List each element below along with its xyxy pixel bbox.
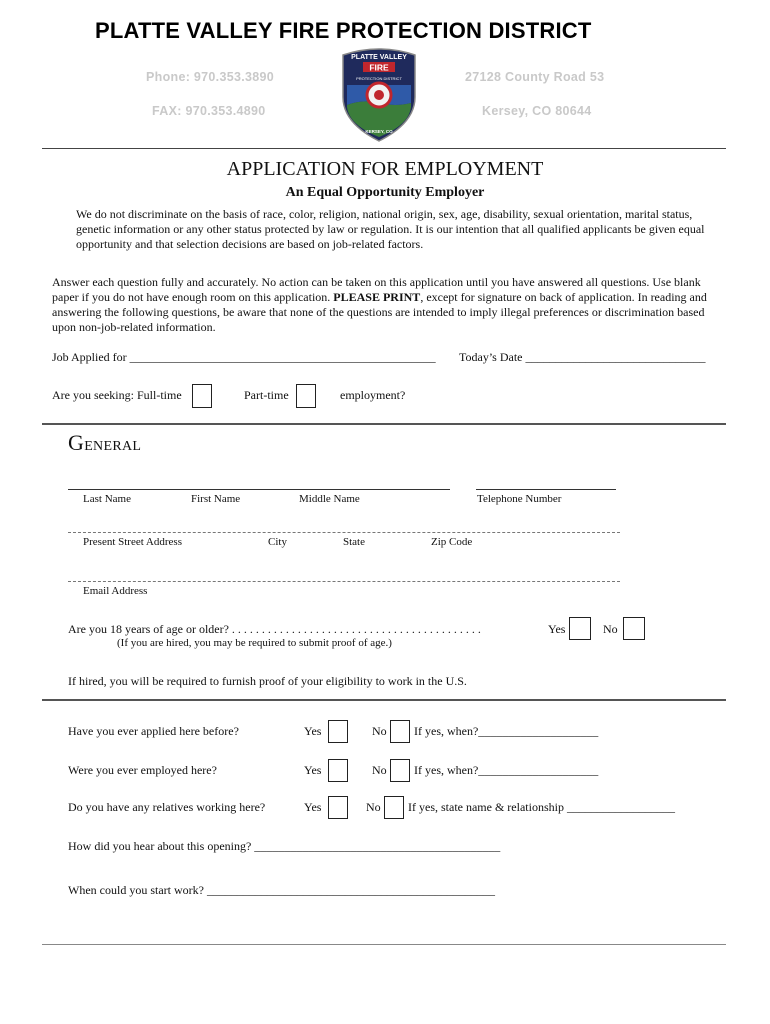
telephone-input-line[interactable] bbox=[476, 489, 616, 490]
applied-before-yes-label: Yes bbox=[304, 724, 322, 738]
age-note: (If you are hired, you may be required to submit proof of age.) bbox=[117, 637, 392, 649]
header-divider bbox=[42, 148, 726, 149]
hear-about-field[interactable]: How did you hear about this opening? _________________________________________ bbox=[68, 839, 501, 853]
employment-label: employment? bbox=[340, 388, 406, 402]
employed-before-question: Were you ever employed here? bbox=[68, 763, 217, 777]
address-input-line[interactable] bbox=[68, 532, 620, 533]
applied-before-question: Have you ever applied here before? bbox=[68, 724, 239, 738]
applied-before-yes-checkbox[interactable] bbox=[328, 720, 348, 743]
applied-before-when-field[interactable]: If yes, when?____________________ bbox=[414, 724, 599, 738]
applied-before-no-label: No bbox=[372, 724, 387, 738]
age-yes-label: Yes bbox=[548, 622, 566, 636]
section-divider-general bbox=[42, 423, 726, 425]
eligibility-note: If hired, you will be required to furnish proof of your eligibility to work in the U.S. bbox=[68, 674, 467, 688]
instructions: Answer each question fully and accurately. No action can be taken on this application until you have answered all questions. Use blank paper if you do not have enough room on this application. PLEASE PRINT, except for signature on back of application. In reading and answering the following questions, be aware that none of the questions are intended to imply illegal preferences or discrimination based upon non-job-related information. bbox=[52, 275, 707, 334]
general-heading: GENERAL bbox=[68, 430, 142, 455]
relatives-yes-checkbox[interactable] bbox=[328, 796, 348, 819]
age-yes-checkbox[interactable] bbox=[569, 617, 591, 640]
organization-name: PLATTE VALLEY FIRE PROTECTION DISTRICT bbox=[95, 18, 592, 43]
first-name-label: First Name bbox=[191, 493, 241, 505]
employed-before-yes-checkbox[interactable] bbox=[328, 759, 348, 782]
age-no-checkbox[interactable] bbox=[623, 617, 645, 640]
todays-date-field[interactable]: Today’s Date ______________________________ bbox=[459, 350, 706, 364]
employed-before-yes-label: Yes bbox=[304, 763, 322, 777]
email-input-line[interactable] bbox=[68, 581, 620, 582]
applied-before-no-checkbox[interactable] bbox=[390, 720, 410, 743]
address-street: 27128 County Road 53 bbox=[465, 70, 605, 84]
start-work-field[interactable]: When could you start work? ________________________________________________ bbox=[68, 883, 495, 897]
telephone-label: Telephone Number bbox=[477, 493, 562, 505]
zip-label: Zip Code bbox=[431, 536, 473, 548]
middle-name-label: Middle Name bbox=[299, 493, 360, 505]
relatives-yes-label: Yes bbox=[304, 800, 322, 814]
phone-number: Phone: 970.353.3890 bbox=[146, 70, 274, 84]
relatives-no-checkbox[interactable] bbox=[384, 796, 404, 819]
fire-district-logo bbox=[337, 45, 421, 143]
email-label: Email Address bbox=[83, 585, 148, 597]
fax-number: FAX: 970.353.4890 bbox=[152, 104, 266, 118]
logo-bottom-text: KERSEY, CO bbox=[365, 129, 393, 134]
employed-before-no-label: No bbox=[372, 763, 387, 777]
city-label: City bbox=[268, 536, 287, 548]
address-city: Kersey, CO 80644 bbox=[482, 104, 592, 118]
page-title: APPLICATION FOR EMPLOYMENT bbox=[226, 158, 544, 180]
logo-arc-text: PLATTE VALLEY bbox=[351, 54, 407, 61]
eoe-statement: We do not discriminate on the basis of race, color, religion, national origin, sex, age, disability, sexual orientation, marital status, genetic information or any other status protected by law or regulation. It is our intention that all qualified applicants be given equal opportunity and that selection decisions are based on job-related factors. bbox=[76, 207, 705, 251]
section-divider-questions bbox=[42, 699, 726, 701]
relatives-question: Do you have any relatives working here? bbox=[68, 800, 266, 814]
seeking-label: Are you seeking: Full-time bbox=[52, 388, 182, 402]
employed-before-when-field[interactable]: If yes, when?____________________ bbox=[414, 763, 599, 777]
logo-sub-text: PROTECTION DISTRICT bbox=[356, 76, 402, 81]
name-input-line[interactable] bbox=[68, 489, 450, 490]
footer-divider bbox=[42, 944, 726, 945]
relatives-no-label: No bbox=[366, 800, 381, 814]
state-label: State bbox=[343, 536, 365, 548]
street-label: Present Street Address bbox=[83, 536, 182, 548]
fulltime-checkbox[interactable] bbox=[192, 384, 212, 408]
parttime-label: Part-time bbox=[244, 388, 289, 402]
parttime-checkbox[interactable] bbox=[296, 384, 316, 408]
page-subtitle: An Equal Opportunity Employer bbox=[285, 185, 485, 200]
last-name-label: Last Name bbox=[83, 493, 131, 505]
age-no-label: No bbox=[603, 622, 618, 636]
job-applied-field[interactable]: Job Applied for ___________________________________________________ bbox=[52, 350, 436, 364]
relatives-relationship-field[interactable]: If yes, state name & relationship __________________ bbox=[408, 800, 675, 814]
logo-fire-text: FIRE bbox=[369, 62, 389, 73]
employed-before-no-checkbox[interactable] bbox=[390, 759, 410, 782]
age-question: Are you 18 years of age or older? . . . . . . . . . . . . . . . . . . . . . . . . . . . . . . . . . . . . . . . . . . bbox=[68, 622, 481, 636]
